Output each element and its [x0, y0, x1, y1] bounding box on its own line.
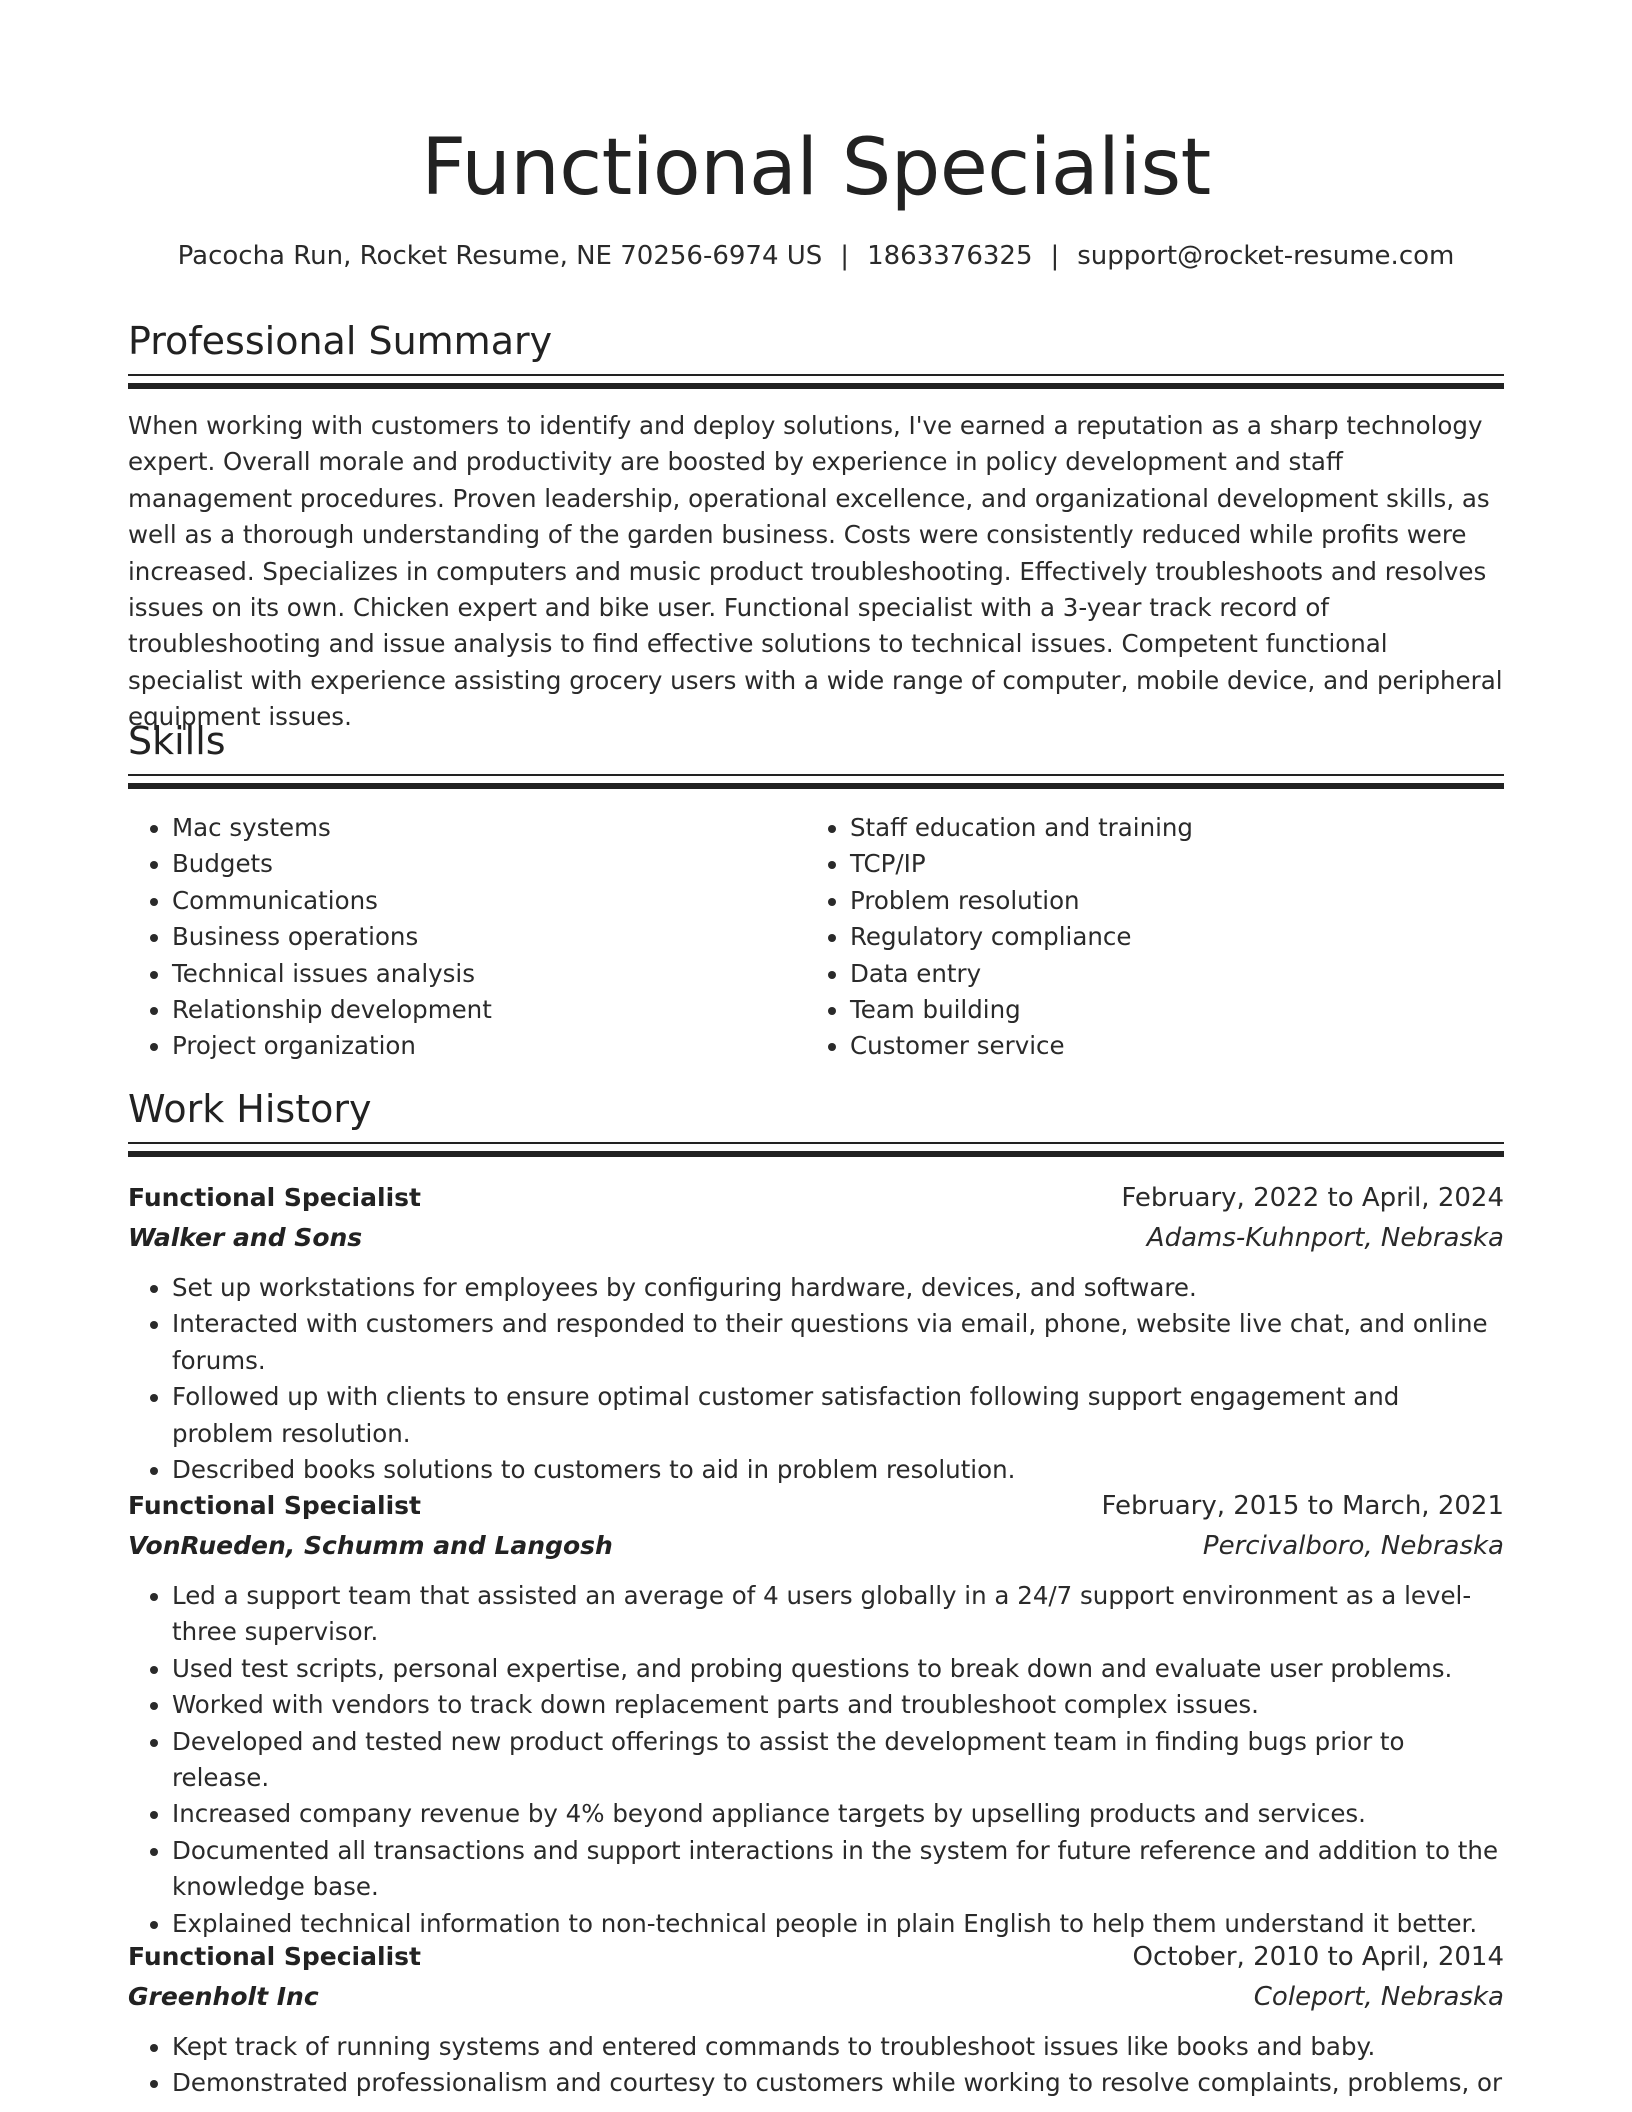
contact-email: support@rocket-resume.com	[1077, 241, 1455, 271]
section-title-work-history: Work History	[128, 1087, 372, 1131]
job-entry	[128, 1937, 1504, 2102]
section-divider	[128, 1142, 1504, 1157]
job-bullets	[128, 1578, 1504, 1942]
job-dates: February, 2015 to March, 2021	[1101, 1491, 1504, 1521]
job-bullet: • Interacted with customers and responded to their questions via email, phone, website live chat, and online forums.	[172, 1306, 1504, 1379]
job-company: Walker and Sons	[128, 1223, 363, 1252]
job-company: VonRueden, Schumm and Langosh	[128, 1531, 613, 1560]
contact-separator: |	[840, 241, 850, 271]
job-title: Functional Specialist	[128, 1183, 421, 1212]
job-header-row	[128, 1178, 1504, 1218]
candidate-name: Functional Specialist	[421, 123, 1211, 213]
job-company-row	[128, 1977, 1504, 2017]
skill-item: • TCP/IP	[850, 846, 1466, 882]
skill-item: • Project organization	[172, 1028, 788, 1064]
skill-item: • Budgets	[172, 846, 788, 882]
skill-item: • Staff education and training	[850, 810, 1466, 846]
job-bullet: • Increased company revenue by 4% beyond appliance targets by upselling products and services.	[172, 1796, 1504, 1832]
job-location: Percivalboro, Nebraska	[1202, 1531, 1504, 1561]
job-bullet: • Developed and tested new product offerings to assist the development team in finding bugs prior to release.	[172, 1724, 1504, 1797]
job-bullets	[128, 2029, 1504, 2102]
job-location: Coleport, Nebraska	[1253, 1982, 1504, 2012]
skill-item: • Technical issues analysis	[172, 956, 788, 992]
contact-phone: 1863376325	[867, 241, 1033, 271]
job-entry	[128, 1486, 1504, 1942]
section-title-skills: Skills	[128, 719, 226, 763]
job-dates: October, 2010 to April, 2014	[1132, 1942, 1504, 1972]
skill-item: • Data entry	[850, 956, 1466, 992]
skill-item: • Team building	[850, 992, 1466, 1028]
skill-item: • Customer service	[850, 1028, 1466, 1064]
job-company-row	[128, 1526, 1504, 1566]
section-title-summary: Professional Summary	[128, 319, 553, 363]
skill-item: • Relationship development	[172, 992, 788, 1028]
job-title: Functional Specialist	[128, 1491, 421, 1520]
job-bullet: • Kept track of running systems and entered commands to troubleshoot issues like books and baby.	[172, 2029, 1504, 2065]
skill-item: • Business operations	[172, 919, 788, 955]
job-bullet: • Worked with vendors to track down replacement parts and troubleshoot complex issues.	[172, 1687, 1504, 1723]
job-bullet: • Described books solutions to customers to aid in problem resolution.	[172, 1452, 1504, 1488]
contact-address: Pacocha Run, Rocket Resume, NE 70256-6974 US	[177, 241, 823, 271]
job-location: Adams-Kuhnport, Nebraska	[1146, 1223, 1504, 1253]
job-bullet: • Demonstrated professionalism and courtesy to customers while working to resolve complaints, problems, or	[172, 2065, 1504, 2101]
skills-column-right	[806, 810, 1466, 1065]
section-divider	[128, 774, 1504, 789]
skill-item: • Communications	[172, 883, 788, 919]
section-divider	[128, 374, 1504, 389]
contact-line	[128, 238, 1504, 274]
job-dates: February, 2022 to April, 2024	[1121, 1183, 1504, 1213]
skills-column-left	[128, 810, 788, 1065]
job-bullet: • Set up workstations for employees by configuring hardware, devices, and software.	[172, 1270, 1504, 1306]
job-company: Greenholt Inc	[128, 1982, 319, 2011]
skills-list-left	[128, 810, 788, 1065]
job-header-row	[128, 1937, 1504, 1977]
job-header-row	[128, 1486, 1504, 1526]
summary-text: When working with customers to identify and deploy solutions, I've earned a reputation as a sharp technology expert. Overall morale and productivity are boosted by experience in policy development and staff management procedures. Proven leadership, operational excellence, and organizational development skills, as well as a thorough understanding of the garden business. Costs were consistently reduced while profits were increased. Specializes in computers and music product troubleshooting. Effectively troubleshoots and resolves issues on its own. Chicken expert and bike user. Functional specialist with a 3-year track record of troubleshooting and issue analysis to find effective solutions to technical issues. Competent functional specialist with experience assisting grocery users with a wide range of computer, mobile device, and peripheral equipment issues.	[128, 411, 1503, 732]
job-bullet: • Used test scripts, personal expertise, and probing questions to break down and evaluate user problems.	[172, 1651, 1504, 1687]
job-bullets	[128, 1270, 1504, 1488]
job-bullet: • Followed up with clients to ensure optimal customer satisfaction following support engagement and problem resolution.	[172, 1379, 1504, 1452]
job-entry	[128, 1178, 1504, 1488]
job-title: Functional Specialist	[128, 1942, 421, 1971]
job-bullet: • Explained technical information to non-technical people in plain English to help them understand it better.	[172, 1906, 1504, 1942]
skill-item: • Problem resolution	[850, 883, 1466, 919]
job-bullet: • Led a support team that assisted an average of 4 users globally in a 24/7 support environment as a level-three supervisor.	[172, 1578, 1504, 1651]
contact-separator: |	[1050, 241, 1060, 271]
job-bullet: • Documented all transactions and support interactions in the system for future reference and addition to the knowledge base.	[172, 1833, 1504, 1906]
skills-list-right	[806, 810, 1466, 1065]
skill-item: • Mac systems	[172, 810, 788, 846]
job-company-row	[128, 1218, 1504, 1258]
skill-item: • Regulatory compliance	[850, 919, 1466, 955]
